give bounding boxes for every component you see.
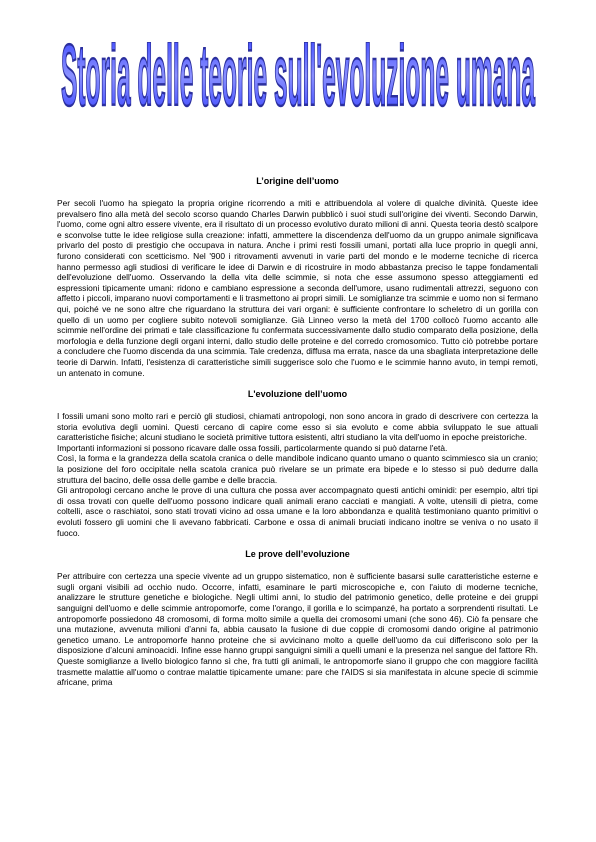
section-heading-evoluzione: L'evoluzione dell’uomo <box>247 389 348 400</box>
document-body <box>57 176 538 688</box>
paragraph: Per secoli l'uomo ha spiegato la propria origine ricorrendo a miti e attribuendola al volere di qualche divinità. Queste idee prevalsero fino alla metà del secolo scorso quando Charles Darwin pubblicò i suoi studi sull'origine dei viventi. Secondo Darwin, l'uomo, come ogni altro essere vivente, era il risultato di un processo evolutivo durato milioni di anni. Questa teoria destò scalpore e sconvolse tutte le idee religiose sulla creazione: infatti, ammettere la discendenza dell'uomo da un gruppo animale significava privarlo del posto di prestigio che occupava in natura. Anche i primi resti fossili umani, portati alla luce proprio in quegli anni, furono considerati con scetticismo. Nel '900 i ritrovamenti avvenuti in varie parti del mondo e le moderne tecniche di ricerca hanno permesso agli studiosi di verificare le idee di Darwin e di ricostruire in modo abbastanza preciso le tappe fondamentali dell'evoluzione dell'uomo. Osservando la della vita delle scimmie, si nota che esse assumono spesso atteggiamenti ed espressioni tipicamente umani: ridono e cambiano espressione a seconda dell'umore, usano rudimentali attrezzi, seguono con affetto i piccoli, imparano nuovi comportamenti e li trasmettono ai propri simili. Le somiglianze tra scimmie e uomo non si fermano qui, poiché ve ne sono altre che riguardano la struttura dei vari organi: è sufficiente confrontare lo scheletro di un gorilla con quello di un uomo per cogliere subito notevoli somiglianze. Già Linneo verso la metà del 1700 collocò l'uomo accanto alle scimmie nell'ordine dei primati e tale classificazione fu confermata successivamente dallo studio comparato della posizione, della morfologia e della funzione degli organi interni, dallo studio delle proteine e del corredo cromosomico. Tutto ciò potrebbe portare a concludere che l'uomo discenda da una scimmia. Tale credenza, diffusa ma errata, nasce da una sbagliata interpretazione delle teorie di Darwin. Infatti, l'esistenza di caratteristiche simili suggerisce solo che l'uomo e le scimmie hanno avuto, in tempi remoti, un antenato in comune. <box>57 198 538 378</box>
section-heading-prove: Le prove dell’evoluzione <box>245 549 350 560</box>
paragraph: Per attribuire con certezza una specie vivente ad un gruppo sistematico, non è sufficiente basarsi sulle caratteristiche esterne e sugli organi visibili ad occhio nudo. Occorre, infatti, esaminare le parti microscopiche e, con l'aiuto di moderne tecniche, analizzare le strutture genetiche e biologiche. Negli ultimi anni, lo studio del patrimonio genetico, delle proteine e dei gruppi sanguigni dell'uomo e delle scimmie antropomorfe, come l'orango, il gorilla e lo scimpanzé, ha portato a sorprendenti risultati. Le antropomorfe possiedono 48 cromosomi, di forma molto simile a quella dei cromosomi umani (che sono 46). Ciò fa pensare che una mutazione, avvenuta milioni d’anni fa, abbia causato la fusione di due coppie di cromosomi dando origine al patrimonio genetico umano. Le antropomorfe hanno proteine che si avvicinano molto a quelle dell'uomo da cui differiscono solo per la disposizione d’alcuni aminoacidi. Infine esse hanno gruppi sanguigni simili a quelli umani e la presenza nel sangue del fattore Rh. Queste somiglianze a livello biologico fanno sì che, fra tutti gli animali, le antropomorfe siano il gruppo che con maggiore facilità trasmette malattie all'uomo o contrae malattie tipicamente umane: pare che l'AIDS si sia manifestata in alcune specie di scimmie africane, prima <box>57 571 538 688</box>
wordart-title-graphic <box>0 42 596 168</box>
paragraph: I fossili umani sono molto rari e perciò gli studiosi, chiamati antropologi, non sono ancora in grado di descrivere con certezza la storia evolutiva degli uomini. Questi cercano di capire come esso si sia evoluto e come abbia sviluppato le sue attuali caratteristiche fisiche; alcuni studiano le società primitive tuttora esistenti, altri studiano la vita dell'uomo in epoche preistoriche. <box>57 411 538 443</box>
paragraph: Importanti informazioni si possono ricavare dalle ossa fossili, particolarmente quando si può datarne l'età. <box>57 442 448 453</box>
wordart-title <box>0 42 596 168</box>
paragraph: Gli antropologi cercano anche le prove di una cultura che possa aver accompagnato questi antichi ominidi: per esempio, altri tipi di ossa trovati con quelle dell'uomo possono indicare quali animali erano cacciati e mangiati. A volte, utensili di pietra, come coltelli, asce o raschiatoi, sono stati trovati vicino ad ossa umane e la loro abbondanza e qualità testimoniano quanto primitivi o evoluti fossero gli uomini che li avevano fabbricati. Carbone e ossa di animali bruciati indicano inoltre se veniva o no usato il fuoco. <box>57 485 538 538</box>
section-heading-origine: L’origine dell’uomo <box>256 176 339 186</box>
title-text: Storia delle teorie sull'evoluzione umana <box>61 42 536 124</box>
paragraph: Così, la forma e la grandezza della scatola cranica o delle mandibole indicano quanto umano o quanto scimmiesco sia un cranio; la posizione del foro occipitale nella scatola cranica può rivelare se un primate era bipede e lo stesso si può dedurre dalla struttura del bacino, delle ossa delle gambe e delle braccia. <box>57 453 538 485</box>
